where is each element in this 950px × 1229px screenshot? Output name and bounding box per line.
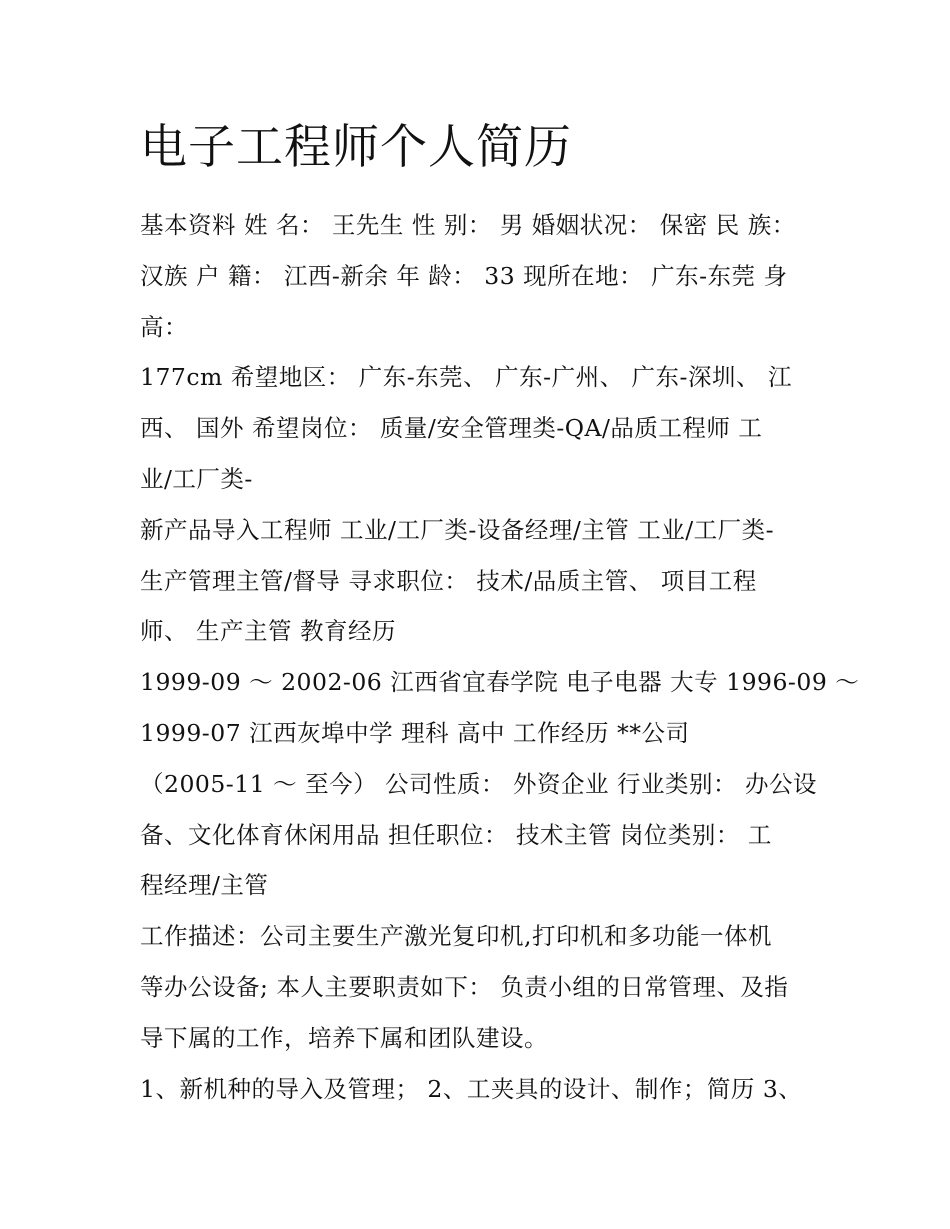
body-line: 汉族 户 籍： 江西-新余 年 龄： 33 现所在地： 广东-东莞 身 xyxy=(140,261,788,290)
body-line: 等办公设备; 本人主要职责如下： 负责小组的日常管理、及指 xyxy=(140,972,789,1001)
body-line: 高： xyxy=(140,312,188,341)
body-line: 基本资料 姓 名： 王先生 性 别： 男 婚姻状况： 保密 民 族： xyxy=(140,211,796,239)
body-line: 1、新机种的导入及管理； 2、工夹具的设计、制作；简历 3、 xyxy=(140,1074,803,1103)
body-line: 备、文化体育休闲用品 担任职位： 技术主管 岗位类别： 工 xyxy=(140,820,772,849)
body-line: 工作描述：公司主要生产激光复印机,打印机和多功能一体机 xyxy=(140,922,772,951)
body-line: 1999-09 ～ 2002-06 江西省宜春学院 电子电器 大专 1996-09 ～ xyxy=(140,668,860,697)
body-line: 生产管理主管/督导 寻求职位： 技术/品质主管、 项目工程 xyxy=(140,566,757,595)
body-line: 程经理/主管 xyxy=(140,871,269,900)
resume-title: 电子工程师个人简历 xyxy=(140,120,572,175)
body-line: 师、 生产主管 教育经历 xyxy=(140,617,396,646)
body-line: （2005-11 ～ 至今） 公司性质： 外资企业 行业类别： 办公设 xyxy=(140,769,817,798)
body-line: 西、 国外 希望岗位： 质量/安全管理类-QA/品质工程师 工 xyxy=(140,414,763,443)
body-line: 新产品导入工程师 工业/工厂类-设备经理/主管 工业/工厂类- xyxy=(140,515,775,544)
resume-page xyxy=(140,112,860,1114)
body-line: 1999-07 江西灰埠中学 理科 高中 工作经历 **公司 xyxy=(140,718,690,747)
body-line: 177cm 希望地区： 广东-东莞、 广东-广州、 广东-深圳、 江 xyxy=(140,363,792,392)
resume-body xyxy=(140,200,860,1114)
body-line: 导下属的工作，培养下属和团队建设。 xyxy=(140,1023,548,1052)
body-line: 业/工厂类- xyxy=(140,464,253,493)
